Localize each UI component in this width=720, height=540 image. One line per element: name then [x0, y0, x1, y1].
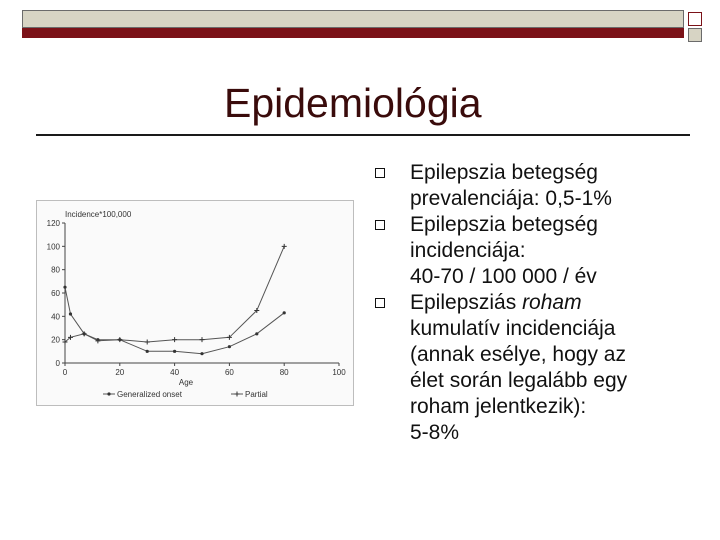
x-tick-label: 100 — [332, 368, 346, 377]
y-tick-label: 0 — [55, 359, 60, 368]
bullet-text-line: (annak esélye, hogy az — [410, 343, 626, 366]
bullet-list — [372, 160, 702, 446]
slide-header-bar — [22, 10, 684, 28]
slide-header-accent-bar — [22, 28, 684, 38]
bullet-text-prefix: Epilepsziás — [410, 291, 523, 314]
x-tick-label: 80 — [279, 368, 289, 377]
series-line-0 — [65, 287, 284, 354]
x-axis-label: Age — [178, 378, 194, 387]
bullet-text-italic-word: roham — [522, 291, 582, 314]
hollow-square-bullet-icon — [375, 168, 385, 178]
legend-label: Partial — [245, 390, 268, 399]
data-point — [69, 312, 72, 315]
data-point — [173, 350, 176, 353]
y-tick-label: 80 — [51, 265, 60, 275]
y-tick-label: 120 — [46, 219, 60, 228]
incidence-chart — [36, 200, 354, 406]
legend-marker — [107, 392, 110, 395]
data-point — [255, 332, 258, 335]
x-tick-label: 0 — [62, 368, 68, 377]
data-point — [282, 244, 287, 249]
y-tick-label: 60 — [51, 289, 60, 298]
incidence-chart-svg — [37, 201, 355, 407]
data-point — [172, 337, 177, 342]
y-tick-label: 20 — [51, 335, 60, 345]
hollow-square-bullet-icon — [375, 220, 385, 230]
bullet-text-line: prevalenciája: 0,5-1% — [410, 187, 612, 210]
bullet-text-line: incidenciája: — [410, 239, 526, 262]
legend-label: Generalized onset — [117, 390, 182, 399]
corner-decoration-bottom — [688, 28, 702, 42]
page-title: Epidemiológia — [224, 80, 482, 126]
data-point — [200, 352, 203, 355]
bullet-text-line-first — [410, 290, 702, 316]
bullet-item-cumulative-incidence — [372, 290, 702, 446]
x-tick-label: 60 — [224, 368, 234, 377]
data-point — [117, 337, 122, 342]
x-tick-label: 40 — [170, 368, 180, 377]
chart-title: Incidence*100,000 — [65, 210, 132, 219]
data-point — [146, 350, 149, 353]
bullet-item-prevalence — [372, 160, 702, 212]
title-divider — [36, 134, 690, 136]
y-tick-label: 100 — [46, 242, 60, 252]
bullet-text-line: 5-8% — [410, 421, 460, 444]
series-line-1 — [65, 246, 284, 342]
bullet-text-line: roham jelentkezik): — [410, 395, 587, 418]
data-point — [228, 345, 231, 348]
x-tick-label: 20 — [115, 368, 125, 377]
data-point — [200, 337, 205, 342]
bullet-text-line: Epilepszia betegség — [410, 213, 598, 236]
data-point — [283, 311, 286, 314]
data-point — [145, 340, 150, 345]
bullet-item-incidence — [372, 212, 702, 290]
y-tick-label: 40 — [51, 312, 60, 322]
bullet-text-line: kumulatív incidenciája — [410, 317, 616, 340]
legend-marker — [235, 392, 240, 397]
hollow-square-bullet-icon — [375, 298, 385, 308]
bullet-text-line: Epilepszia betegség — [410, 161, 598, 184]
bullet-text-line: élet során legalább egy — [410, 369, 628, 392]
corner-decoration-top — [688, 12, 702, 26]
bullet-text-line: 40-70 / 100 000 / év — [410, 265, 597, 288]
data-point — [63, 286, 66, 289]
